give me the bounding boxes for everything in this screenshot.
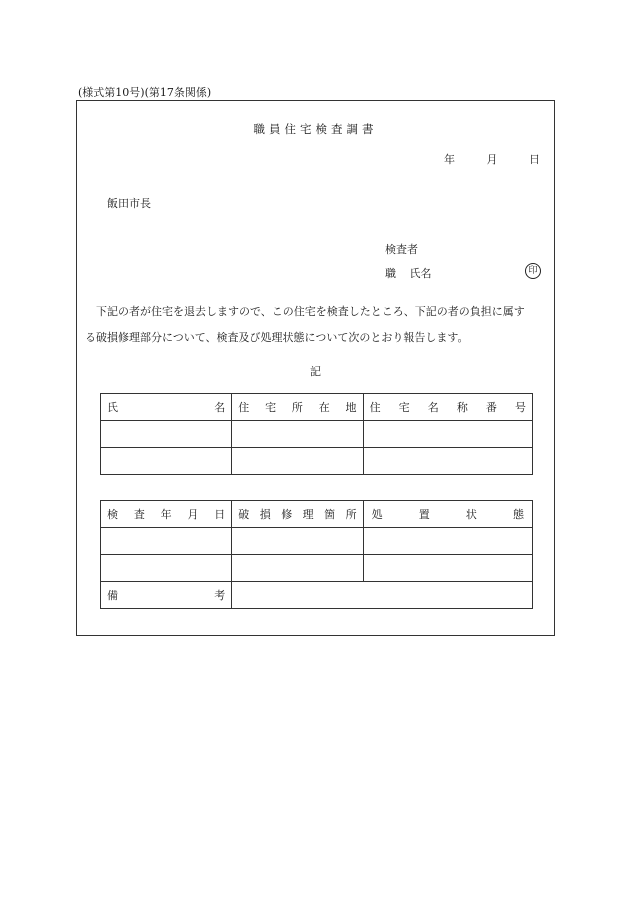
- address-cell[interactable]: [232, 448, 363, 475]
- table-header-row: [101, 501, 533, 528]
- date-day-label: 日: [529, 153, 540, 166]
- header-address: [232, 394, 363, 421]
- header-char: 称: [456, 401, 468, 414]
- table-row: [101, 555, 533, 582]
- header-char: 態: [512, 508, 524, 521]
- header-char: 住: [369, 401, 381, 414]
- header-char: 破: [238, 508, 250, 521]
- header-inspection-date: [101, 501, 232, 528]
- header-name-text: [107, 399, 225, 415]
- header-housing-name: [363, 394, 532, 421]
- report-line-2: る破損修理部分について、検査及び処理状態について次のとおり報告します。: [85, 331, 469, 344]
- header-char: 修: [281, 508, 293, 521]
- table-row: [101, 448, 533, 475]
- header-char: 検: [107, 508, 118, 521]
- date-year-label: 年: [444, 153, 455, 166]
- date-cell[interactable]: [101, 555, 232, 582]
- header-char: 理: [302, 508, 314, 521]
- name-cell[interactable]: [101, 448, 232, 475]
- header-char: 査: [133, 508, 145, 521]
- header-damage-location: [232, 501, 363, 528]
- header-char: 年: [160, 508, 172, 521]
- header-char: 住: [238, 401, 250, 414]
- date-line: [444, 151, 540, 167]
- header-char: 日: [214, 508, 226, 521]
- header-char: 箇: [324, 508, 336, 521]
- header-disposition-text: [370, 506, 526, 522]
- remarks-row: [101, 582, 533, 609]
- address-cell[interactable]: [232, 421, 363, 448]
- remarks-cell[interactable]: [232, 582, 533, 609]
- remarks-label: [101, 582, 232, 609]
- header-char: 名: [427, 401, 439, 414]
- header-char: 所: [345, 508, 357, 521]
- header-char: 所: [291, 401, 303, 414]
- seal-mark: 印: [525, 263, 541, 279]
- addressee: 飯田市長: [107, 197, 151, 210]
- header-char: 名: [214, 401, 226, 414]
- remarks-label-text: [107, 587, 225, 603]
- damage-cell[interactable]: [232, 528, 363, 555]
- form-title: 職員住宅検査調書: [253, 122, 378, 136]
- name-cell[interactable]: [101, 421, 232, 448]
- header-char: 損: [259, 508, 271, 521]
- header-char: 在: [318, 401, 330, 414]
- form-reference: (様式第10号)(第17条関係): [78, 86, 212, 99]
- header-name: [101, 394, 232, 421]
- housing-cell[interactable]: [363, 448, 532, 475]
- form-frame: [76, 100, 555, 636]
- inspector-name-label: 氏名: [409, 267, 432, 280]
- header-address-text: [238, 399, 356, 415]
- housing-cell[interactable]: [363, 421, 532, 448]
- header-char: 宅: [265, 401, 277, 414]
- disposition-cell[interactable]: [363, 555, 532, 582]
- header-disposition: [363, 501, 532, 528]
- inspector-name-line: [385, 265, 432, 281]
- occupant-table: [100, 393, 533, 475]
- header-char: 番: [485, 401, 497, 414]
- header-char: 号: [514, 401, 526, 414]
- header-char: 氏: [107, 401, 118, 414]
- remarks-char: 考: [214, 589, 226, 602]
- date-month-label: 月: [486, 153, 498, 166]
- header-char: 宅: [398, 401, 410, 414]
- damage-cell[interactable]: [232, 555, 363, 582]
- header-date-text: [107, 506, 225, 522]
- header-char: 地: [345, 401, 357, 414]
- inspector-position: 職: [385, 267, 396, 280]
- date-cell[interactable]: [101, 528, 232, 555]
- header-char: 置: [418, 508, 430, 521]
- table-header-row: [101, 394, 533, 421]
- report-line-1: 下記の者が住宅を退去しますので、この住宅を検査したところ、下記の者の負担に属す: [96, 305, 525, 318]
- disposition-cell[interactable]: [363, 528, 532, 555]
- header-damage-text: [238, 506, 356, 522]
- table-row: [101, 528, 533, 555]
- ki-label: 記: [310, 365, 321, 378]
- header-char: 状: [465, 508, 477, 521]
- remarks-char: 備: [107, 589, 118, 602]
- header-housing-text: [370, 399, 526, 415]
- inspection-table: [100, 500, 533, 609]
- report-body: [85, 299, 551, 351]
- table-row: [101, 421, 533, 448]
- header-char: 処: [371, 508, 383, 521]
- inspector-label: 検査者: [385, 243, 418, 256]
- header-char: 月: [187, 508, 199, 521]
